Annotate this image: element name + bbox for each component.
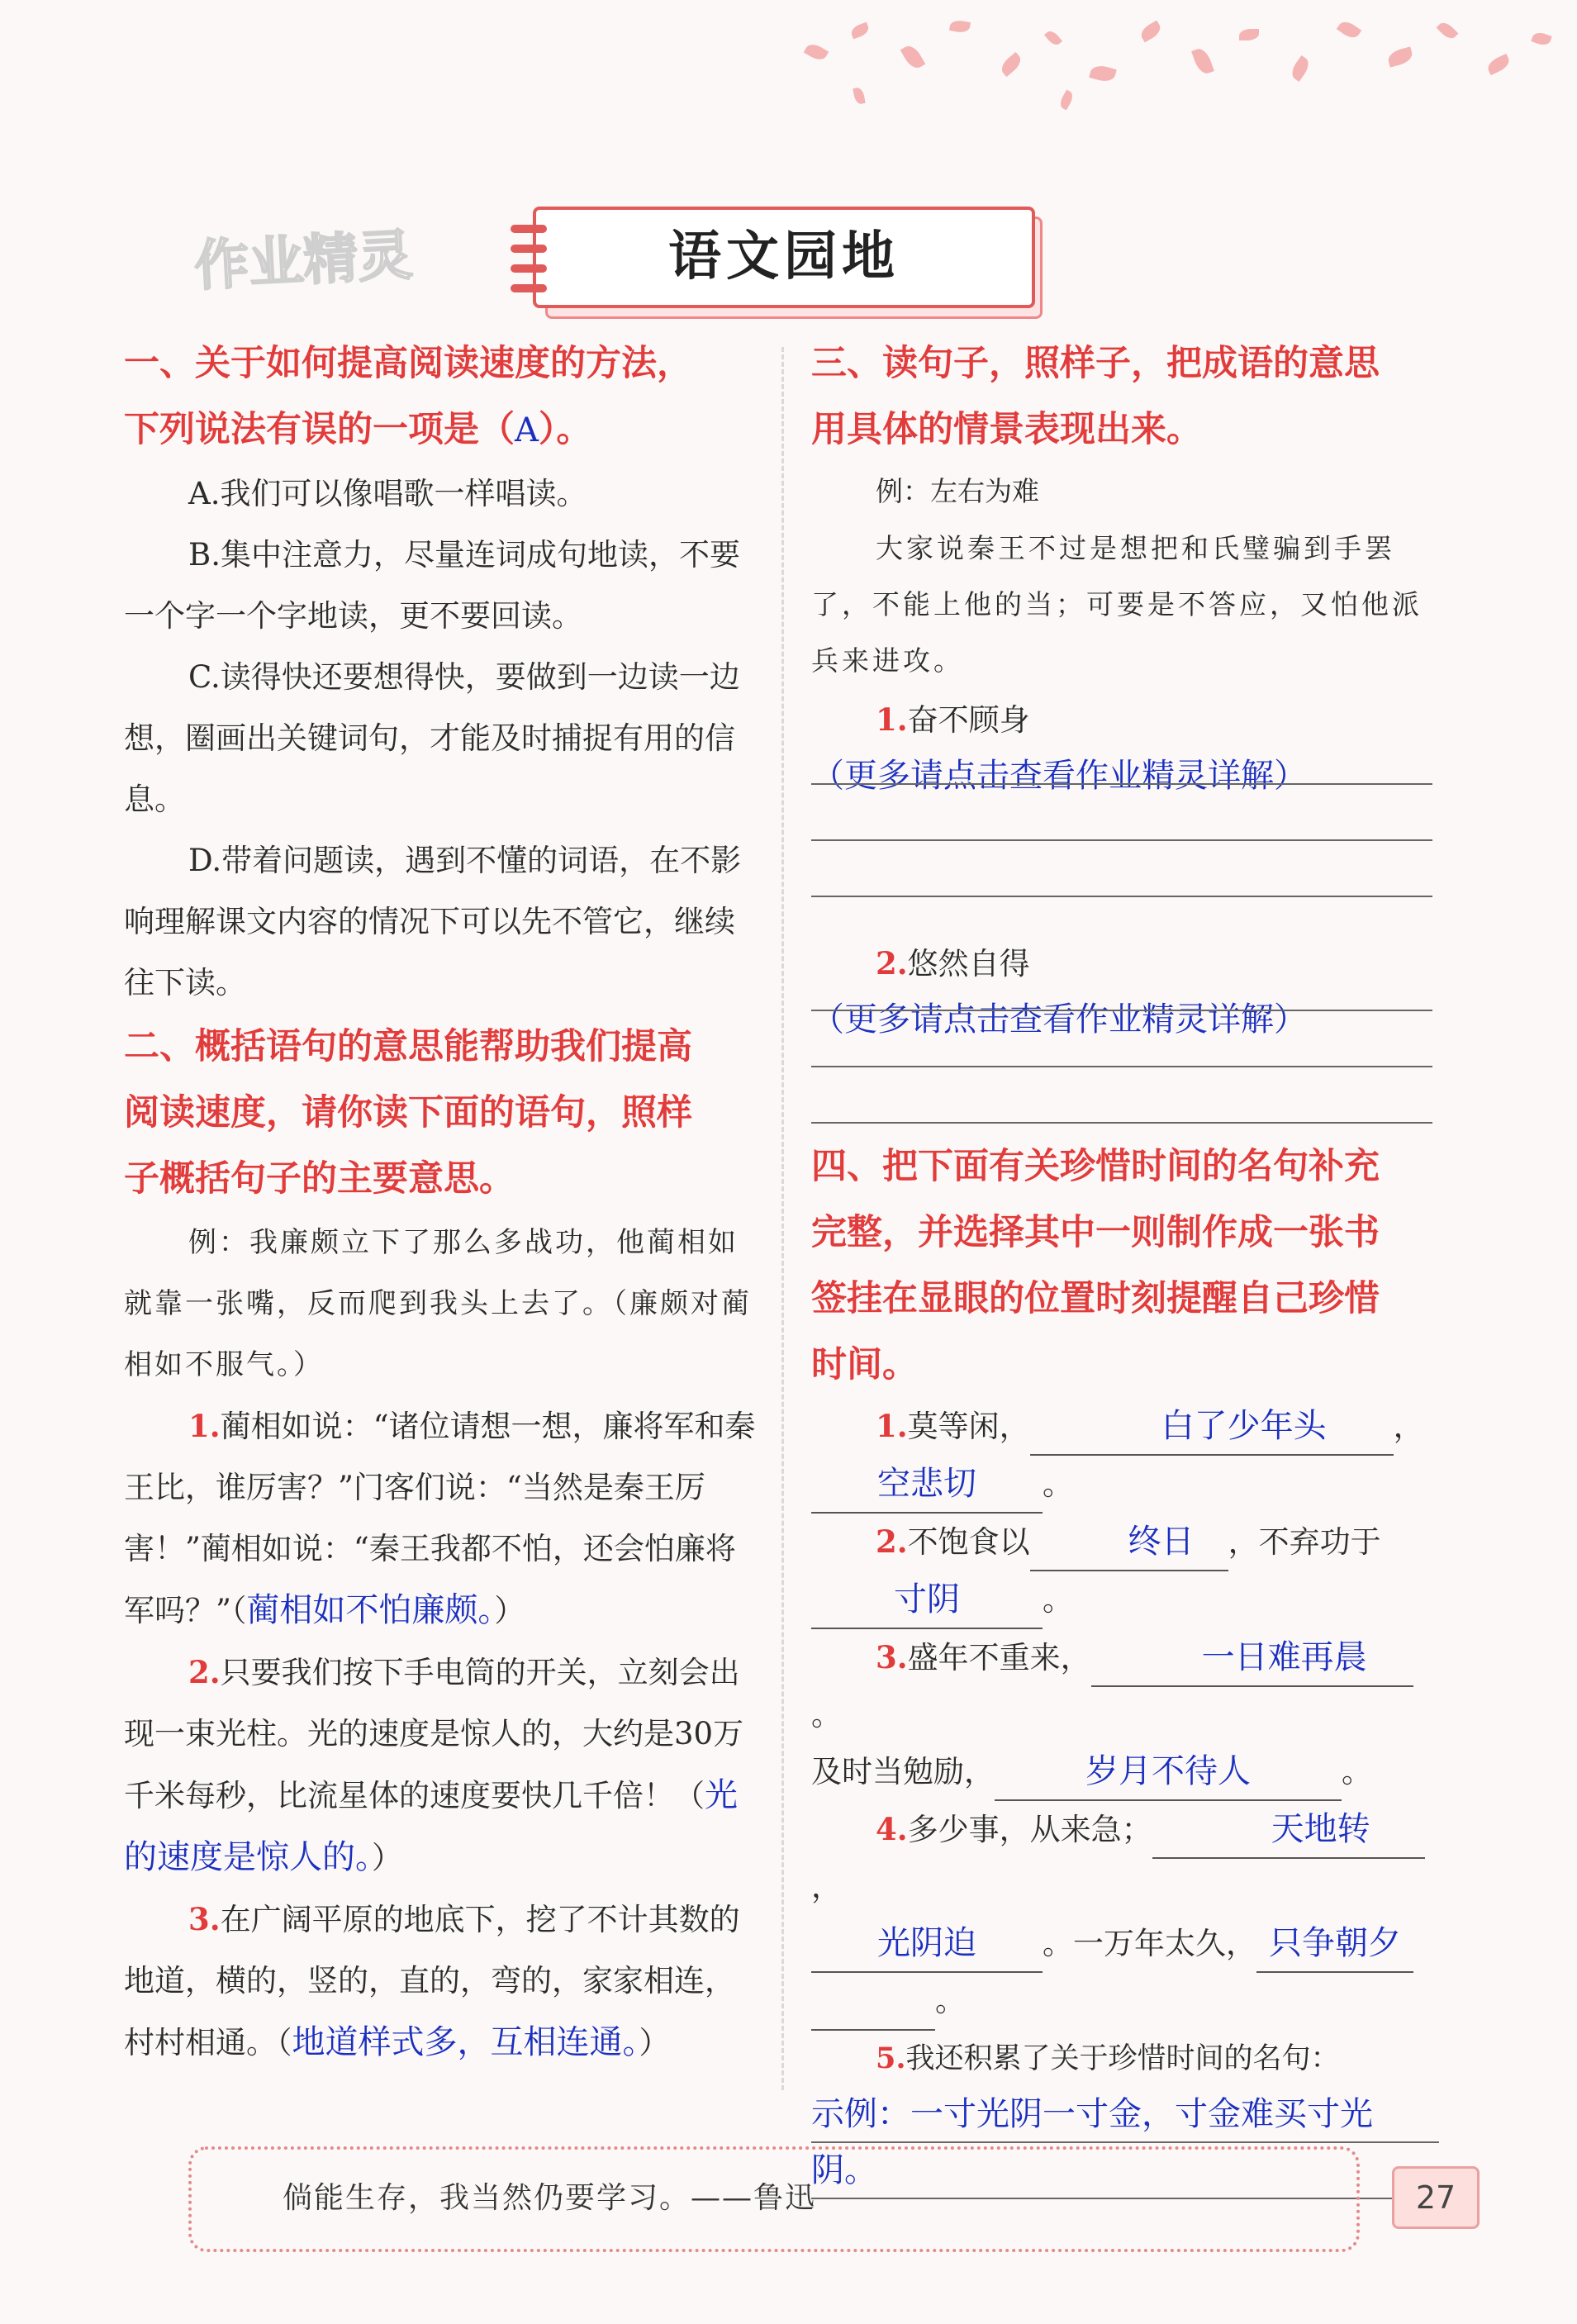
q2-title: 二、概括语句的意思能帮助我们提高 (124, 1026, 692, 1067)
q4-item-4: 4.多少事，从来急； 天地转， (811, 1801, 1439, 1915)
q4-answer-1a: 白了少年头 (1030, 1398, 1394, 1456)
ring-decoration (511, 284, 547, 292)
q2-item-3: 3.在广阔平原的地底下，挖了不计其数的地道，横的，竖的，直的，弯的，家家相连，村村相通。（地道样式多，互相连通。） (124, 1901, 740, 2061)
q1-option-b: B.集中注意力，尽量连词成句地读，不要一个字一个字地读，更不要回读。 (124, 537, 740, 634)
answer-line (811, 1010, 1432, 1011)
question-4 (811, 1133, 1439, 2199)
q4-item-3-cont: 及时当勉励， 岁月不待人 。 (811, 1743, 1439, 1801)
q2-title-line3: 子概括句子的主要意思。 (124, 1158, 515, 1200)
q4-item-1-cont: 空悲切 。 (811, 1456, 1439, 1514)
right-column (811, 330, 1439, 1044)
q3-example-label: 例：左右为难 (876, 475, 1039, 507)
q2-answer-2: 光的速度是惊人的。 (124, 1776, 738, 1876)
q1-title: 一、关于如何提高阅读速度的方法， (124, 343, 692, 384)
ring-decoration (511, 225, 547, 233)
q4-item-1: 1.莫等闲， 白了少年头 ， (811, 1398, 1439, 1456)
question-2 (124, 1014, 760, 2074)
q3-example-text: 大家说秦王不过是想把和氏璧骗到手罢了，不能上他的当；可要是不答应，又怕他派兵来进攻。 (811, 532, 1423, 677)
q2-item-1: 1.蔺相如说：“诸位请想一想，廉将军和秦王比，谁厉害？”门客们说：“当然是秦王厉害！”蔺相如说：“秦王我都不怕，还会怕廉将军吗？”（蔺相如不怕廉颇。） (124, 1408, 756, 1629)
q4-title-line2: 完整，并选择其中一则制作成一张书 (811, 1212, 1380, 1253)
q4-item-2-cont: 寸阴 。 (811, 1571, 1439, 1629)
q4-answer-3a: 一日难再晨 (1091, 1629, 1413, 1687)
q4-answer-5-line1: 示例：一寸光阴一寸金，寸金难买寸光 (811, 2087, 1439, 2143)
page-title: 语文园地 (668, 226, 900, 288)
q2-answer-1: 蔺相如不怕廉颇。 (246, 1591, 495, 1629)
question-3 (811, 330, 1439, 1044)
q4-answer-4b: 光阴迫 (811, 1915, 1043, 1973)
q4-title: 四、把下面有关珍惜时间的名句补充 (811, 1146, 1380, 1187)
q3-title-line2: 用具体的情景表现出来。 (811, 409, 1202, 450)
q4-answer-3b: 岁月不待人 (995, 1743, 1342, 1801)
answer-line (811, 1066, 1432, 1067)
q4-title-line3: 签挂在显眼的位置时刻提醒自己珍惜 (811, 1278, 1380, 1319)
watermark-logo: 作业精灵 (192, 223, 415, 298)
q1-title-line2: 下列说法有误的一项是（A）。 (124, 409, 592, 450)
q1-option-d: D.带着问题读，遇到不懂的词语，在不影响理解课文内容的情况下可以先不管它，继续往下读。 (124, 843, 742, 1000)
q3-title: 三、读句子，照样子，把成语的意思 (811, 343, 1380, 384)
q1-answer: A (515, 411, 539, 449)
column-divider (781, 347, 784, 2090)
answer-line (811, 1122, 1432, 1124)
q4-answer-1b: 空悲切 (811, 1456, 1043, 1514)
q4-item-2: 2.不饱食以 终日 ，不弃功于 (811, 1514, 1439, 1571)
q4-answer-4a: 天地转 (1152, 1801, 1425, 1859)
ring-decoration (511, 245, 547, 253)
q4-item-4-cont: 光阴迫 。一万年太久， 只争朝夕 (811, 1915, 1439, 1973)
title-plate (533, 207, 1035, 308)
answer-line (811, 839, 1432, 841)
q1-option-a: A.我们可以像唱歌一样唱读。 (188, 476, 587, 511)
q4-answer-5-line2: 阴。 (811, 2143, 1439, 2199)
q3-item-2: 2.悠然自得 (876, 945, 1030, 981)
question-1 (124, 330, 760, 1014)
q3-answer-1: （更多请点击查看作业精灵详解） (811, 757, 1307, 795)
q3-answer-2: （更多请点击查看作业精灵详解） (811, 1000, 1307, 1038)
q2-item-2: 2.只要我们按下手电筒的开关，立刻会出现一束光柱。光的速度是惊人的，大约是30万千米每秒，比流星体的速度要快几千倍！（光的速度是惊人的。） (124, 1654, 744, 1876)
q4-answer-2b: 寸阴 (811, 1571, 1043, 1629)
q4-answer-2a: 终日 (1030, 1514, 1228, 1571)
page-number: 27 (1392, 2166, 1480, 2229)
q1-option-c: C.读得快还要想得快，要做到一边读一边想，圈画出关键词句，才能及时捕捉有用的信息。 (124, 659, 740, 817)
q4-item-5: 5.我还积累了关于珍惜时间的名句： (876, 2041, 1340, 2075)
q2-example: 例：我廉颇立下了那么多战功，他蔺相如就靠一张嘴，反而爬到我头上去了。（廉颇对蔺相如不服气。） (124, 1226, 752, 1381)
q3-item-1: 1.奋不顾身 (876, 701, 1030, 738)
q4-item-3: 3.盛年不重来， 一日难再晨。 (811, 1629, 1439, 1743)
footer-quote-box (188, 2146, 1360, 2252)
answer-line (811, 783, 1432, 785)
q4-answer-4c: 只争朝夕 (1256, 1915, 1413, 1973)
q2-answer-3: 地道样式多，互相连通。 (292, 2023, 639, 2061)
footer-quote: 倘能生存，我当然仍要学习。——鲁迅 (283, 2181, 817, 2215)
answer-line (811, 896, 1432, 897)
q4-item-4-end: 。 (811, 1973, 1439, 2031)
q2-title-line2: 阅读速度，请你读下面的语句，照样 (124, 1092, 692, 1133)
q4-title-line4: 时间。 (811, 1344, 918, 1385)
ring-decoration (511, 264, 547, 273)
left-column (124, 330, 760, 2074)
